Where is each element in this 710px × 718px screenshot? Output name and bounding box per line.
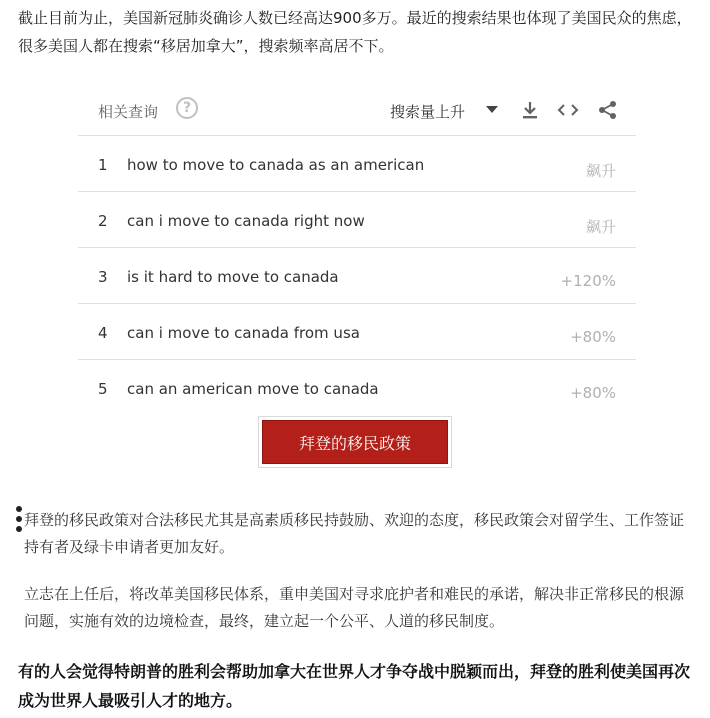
reform-paragraph: 立志在上任后，将改革美国移民体系，重申美国对寻求庇护者和难民的承诺，解决非正常移民的根源问题，实施有效的边境检查，最终，建立起一个公平、人道的移民制度。 xyxy=(24,585,685,630)
query-row[interactable] xyxy=(78,360,636,416)
row-rank: 1 xyxy=(98,156,108,174)
widget-header xyxy=(78,88,636,136)
row-query-text[interactable]: can i move to canada from usa xyxy=(127,324,360,342)
text-cursor-icon xyxy=(16,506,22,532)
chevron-down-icon[interactable] xyxy=(486,106,498,113)
biden-immigration-policy-button[interactable]: 拜登的移民政策 xyxy=(262,420,448,464)
query-row[interactable] xyxy=(78,248,636,304)
query-row[interactable] xyxy=(78,136,636,192)
sort-dropdown-label[interactable]: 搜索量上升 xyxy=(390,103,466,121)
related-queries-widget xyxy=(78,88,636,416)
row-query-text[interactable]: is it hard to move to canada xyxy=(127,268,339,286)
row-query-text[interactable]: can i move to canada right now xyxy=(127,212,365,230)
row-rank: 2 xyxy=(98,212,108,230)
row-rank: 3 xyxy=(98,268,108,286)
row-query-text[interactable]: how to move to canada as an american xyxy=(127,156,425,174)
help-icon[interactable]: ? xyxy=(176,97,198,119)
embed-code-icon[interactable] xyxy=(556,98,580,122)
intro-paragraph: 截止目前为止，美国新冠肺炎确诊人数已经高达900多万。最近的搜索结果也体现了美国民众的焦虑，很多美国人都在搜索“移居加拿大”，搜索频率高居不下。 xyxy=(18,9,692,55)
row-rank: 4 xyxy=(98,324,108,342)
row-value: +120% xyxy=(560,272,616,290)
widget-title: 相关查询 xyxy=(98,103,159,121)
bold-conclusion-paragraph: 有的人会觉得特朗普的胜利会帮助加拿大在世界人才争夺战中脱颖而出，拜登的胜利使美国再次成为世界人最吸引人才的地方。 xyxy=(18,662,691,710)
row-value: +80% xyxy=(570,384,616,402)
share-icon[interactable] xyxy=(596,98,620,122)
row-value: 飙升 xyxy=(585,218,616,236)
row-rank: 5 xyxy=(98,380,108,398)
query-row[interactable] xyxy=(78,304,636,360)
row-value: 飙升 xyxy=(585,162,616,180)
row-value: +80% xyxy=(570,328,616,346)
row-query-text[interactable]: can an american move to canada xyxy=(127,380,379,398)
download-icon[interactable] xyxy=(518,98,542,122)
policy-paragraph: 拜登的移民政策对合法移民尤其是高素质移民持鼓励、欢迎的态度，移民政策会对留学生、工作签证持有者及绿卡申请者更加友好。 xyxy=(24,511,685,556)
query-row[interactable] xyxy=(78,192,636,248)
